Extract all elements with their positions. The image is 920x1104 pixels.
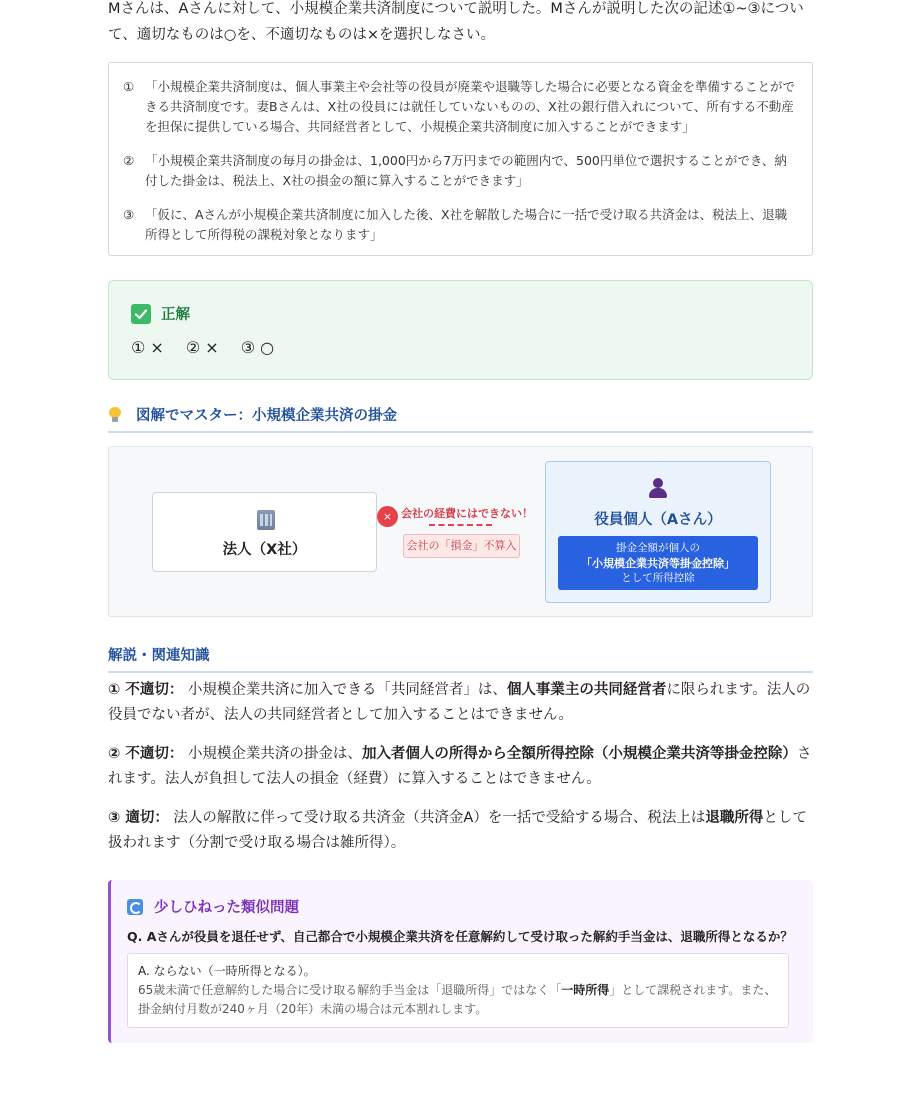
- explanation-section-heading: [108, 644, 813, 673]
- checkbox-check-icon: [131, 304, 151, 324]
- answer-item-1: ① ×: [131, 338, 164, 357]
- explanation-emphasis: 加入者個人の所得から全額所得控除（小規模企業共済等掛金控除）: [361, 746, 797, 762]
- explanation-emphasis: 個人事業主の共同経営者: [506, 682, 667, 698]
- explanation-item-1: [108, 678, 813, 728]
- deduction-line-1: 掛金全額が個人の: [616, 542, 700, 554]
- corporation-box: [152, 492, 377, 572]
- explanation-emphasis: 退職所得: [705, 810, 764, 826]
- explanation-text: に限られます。法人の役員でない者が、法人の共同経営者として加入することはできません。: [108, 682, 811, 723]
- statement-number: ①: [123, 79, 135, 94]
- similar-answer-body: [138, 981, 778, 1019]
- statement-number: ③: [123, 207, 135, 222]
- cross-icon: ×: [377, 506, 398, 527]
- statement-number: ②: [123, 153, 135, 168]
- refresh-icon: [127, 899, 143, 915]
- statement-text: 「仮に、Aさんが小規模企業共済制度に加入した後、X社を解散した場合に一括で受け取る共済金は、税法上、退職所得として所得税の課税対象となります」: [145, 207, 788, 242]
- statement-text: 「小規模企業共済制度は、個人事業主や会社等の役員が廃業や退職等した場合に必要となる資金を準備することができる共済制度です。妻Bさんは、X社の役員には就任していないものの、X社の銀行借入れについて、所有する不動産を担保に提供している場合、共同経営者として、小規模企業共済制度に加入することができます」: [145, 79, 796, 134]
- corporation-label: 法人（X社）: [222, 542, 307, 558]
- answer-list: [131, 338, 790, 357]
- explanation-text: 小規模企業共済に加入できる「共同経営者」は、: [183, 682, 507, 698]
- explanation-text: 法人の解散に伴って受け取る共済金（共済金A）を一括で受給する場合、税法上は: [168, 810, 706, 826]
- statement-2: [123, 151, 796, 191]
- similar-question-title: 少しひねった類似問題: [154, 900, 299, 916]
- officer-label: 役員個人（Aさん）: [594, 512, 722, 528]
- statements-box: [108, 62, 813, 256]
- explanation-text: 小規模企業共済の掛金は、: [183, 746, 362, 762]
- explanation-head: ② 不適切：: [108, 746, 184, 762]
- explanation-text: されます。法人が負担して法人の損金（経費）に算入することはできません。: [108, 746, 812, 787]
- dashed-connector: [429, 524, 492, 526]
- similar-answer-text: 65歳未満で任意解約した場合に受け取る解約手当金は「退職所得」ではなく「: [138, 983, 562, 997]
- officer-box: [545, 461, 771, 603]
- building-icon: [257, 510, 275, 530]
- similar-answer-box: [127, 953, 789, 1028]
- explanation-item-3: [108, 806, 813, 856]
- diagram-section-title: 図解でマスター：小規模企業共済の掛金: [136, 408, 397, 424]
- diagram: [108, 446, 813, 617]
- explanation-head: ③ 適切：: [108, 810, 169, 826]
- answer-box: [108, 280, 813, 380]
- explanation-title: 解説・関連知識: [108, 648, 210, 664]
- deduction-line-3: として所得控除: [621, 572, 695, 584]
- explanation-head: ① 不適切：: [108, 682, 184, 698]
- deduction-line-2: 「小規模企業共済等掛金控除」: [581, 557, 735, 570]
- no-expense-label: 会社の経費にはできない！: [401, 507, 533, 520]
- answer-item-2: ② ×: [185, 338, 219, 357]
- answer-item-3: ③ ○: [240, 338, 275, 357]
- lightbulb-icon: [108, 407, 122, 423]
- explanation-item-2: [108, 742, 813, 792]
- explanation-text: として扱われます（分割で受け取る場合は雑所得）。: [108, 810, 807, 851]
- person-icon: [648, 478, 668, 498]
- answer-title: 正解: [161, 307, 190, 323]
- similar-question-text: Q. Aさんが役員を退任せず、自己都合で小規模企業共済を任意解約して受け取った解約手当金は、退職所得となるか？: [127, 929, 793, 944]
- diagram-section-heading: [108, 404, 813, 433]
- question-intro: Mさんは、Aさんに対して、小規模企業共済制度について説明した。Mさんが説明した次の記述①~③について、適切なものは○を、不適切なものは×を選択しなさい。: [108, 1, 804, 43]
- similar-question-box: [108, 880, 813, 1043]
- similar-answer-text: 」として課税されます。また、掛金納付月数が240ヶ月（20年）未満の場合は元本割れします。: [138, 983, 777, 1016]
- statement-text: 「小規模企業共済制度の毎月の掛金は、1,000円から7万円までの範囲内で、500円単位で選択することができ、納付した掛金は、税法上、X社の損金の額に算入することができます」: [145, 153, 787, 188]
- similar-answer-lead: A. ならない（一時所得となる）。: [138, 964, 316, 978]
- no-deduct-badge: 会社の「損金」不算入: [403, 534, 520, 558]
- statement-3: [123, 205, 796, 245]
- similar-answer-emphasis: 一時所得: [561, 983, 610, 997]
- statement-1: [123, 77, 796, 137]
- deduction-box: [558, 536, 758, 590]
